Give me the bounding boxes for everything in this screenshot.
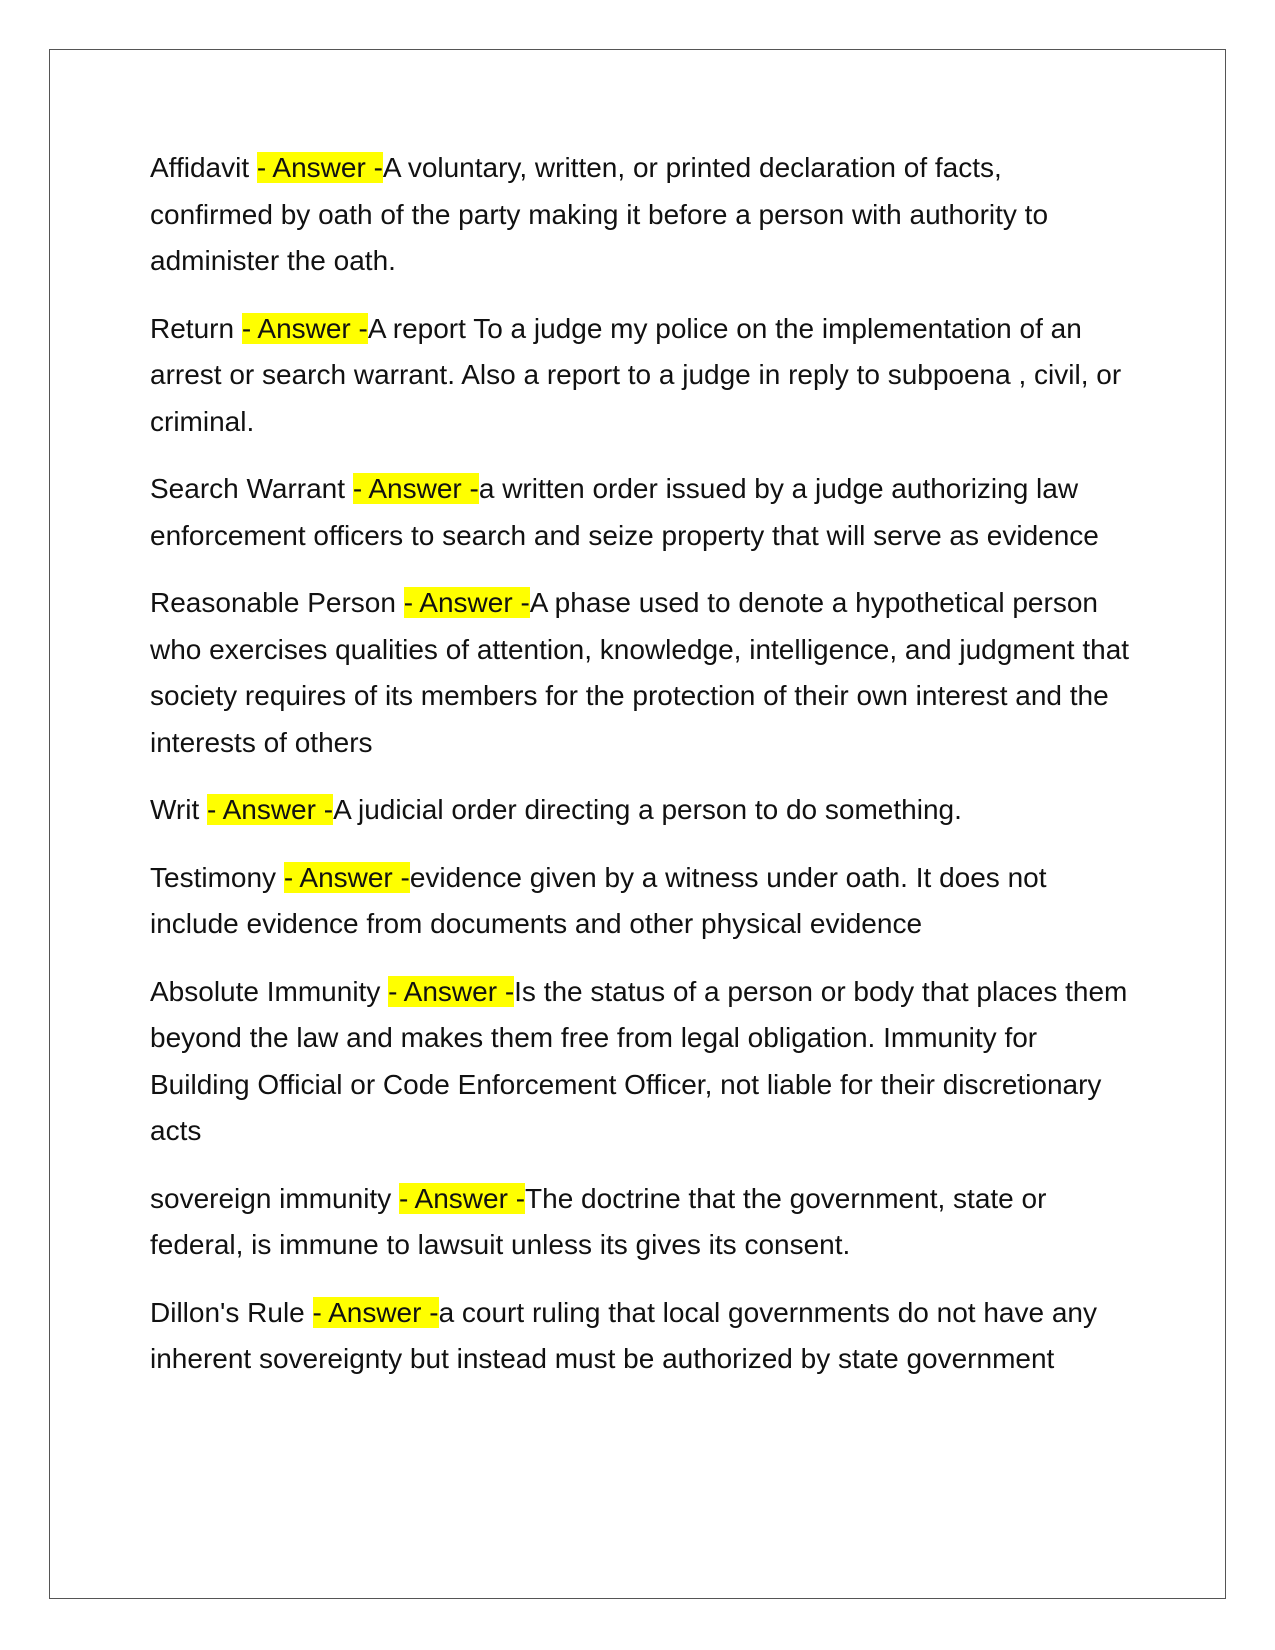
answer-highlight: - Answer -: [207, 794, 334, 825]
entry-term: Search Warrant: [150, 473, 346, 504]
entry-term: Writ: [150, 794, 200, 825]
answer-highlight: - Answer -: [403, 587, 530, 618]
glossary-entry-testimony: [150, 855, 1130, 948]
glossary-entry-return: [150, 306, 1130, 446]
entry-definition: a written order issued by a judge authorizing law enforcement officers to search and seize property that will serve as evidence: [150, 473, 1099, 551]
entry-definition: A judicial order directing a person to do something.: [333, 794, 962, 825]
answer-highlight: - Answer -: [352, 473, 479, 504]
glossary-entry-sovereign-immunity: [150, 1176, 1130, 1269]
entry-term: Reasonable Person: [150, 587, 396, 618]
entry-term: Absolute Immunity: [150, 975, 381, 1007]
answer-highlight: - Answer -: [398, 1182, 526, 1214]
answer-highlight: - Answer -: [312, 1296, 439, 1328]
glossary-entry-search-warrant: [150, 466, 1130, 559]
answer-highlight: - Answer -: [241, 312, 368, 344]
entry-term: Return: [150, 312, 235, 344]
entry-definition: a court ruling that local governments do not have any inherent sovereignty but instead must be authorized by state government: [150, 1296, 1097, 1374]
glossary-entry-affidavit: [150, 145, 1130, 285]
entry-definition: The doctrine that the government, state or federal, is immune to lawsuit unless its gives its consent.: [150, 1182, 1047, 1260]
glossary-entry-absolute-immunity: [150, 969, 1130, 1155]
entry-term: Affidavit: [150, 152, 250, 183]
entry-term: Dillon's Rule: [150, 1296, 305, 1328]
entry-definition: A phase used to denote a hypothetical person who exercises qualities of attention, knowledge, intelligence, and judgment that society requires of its members for the protection of their own interest and the interests of others: [150, 587, 1130, 758]
entry-definition: Is the status of a person or body that places them beyond the law and makes them free from legal obligation. Immunity for Building Official or Code Enforcement Officer, not liable for their discretionary acts: [150, 975, 1128, 1146]
entry-definition: A voluntary, written, or printed declaration of facts, confirmed by oath of the party making it before a person with authority to administer the oath.: [150, 152, 1049, 276]
entry-definition: A report To a judge my police on the implementation of an arrest or search warrant. Also a report to a judge in reply to subpoena , civil, or criminal.: [150, 312, 1122, 437]
glossary-entry-dillons-rule: [150, 1290, 1130, 1383]
glossary-entry-reasonable-person: [150, 580, 1130, 766]
answer-highlight: - Answer -: [388, 975, 515, 1007]
answer-highlight: - Answer -: [283, 861, 410, 893]
entry-term: Testimony: [150, 861, 277, 893]
entry-term: sovereign immunity: [150, 1182, 392, 1214]
answer-highlight: - Answer -: [256, 152, 383, 183]
glossary-content: [150, 145, 1130, 1404]
glossary-entry-writ: [150, 787, 1130, 834]
entry-definition: evidence given by a witness under oath. It does not include evidence from documents and other physical evidence: [150, 861, 1047, 939]
